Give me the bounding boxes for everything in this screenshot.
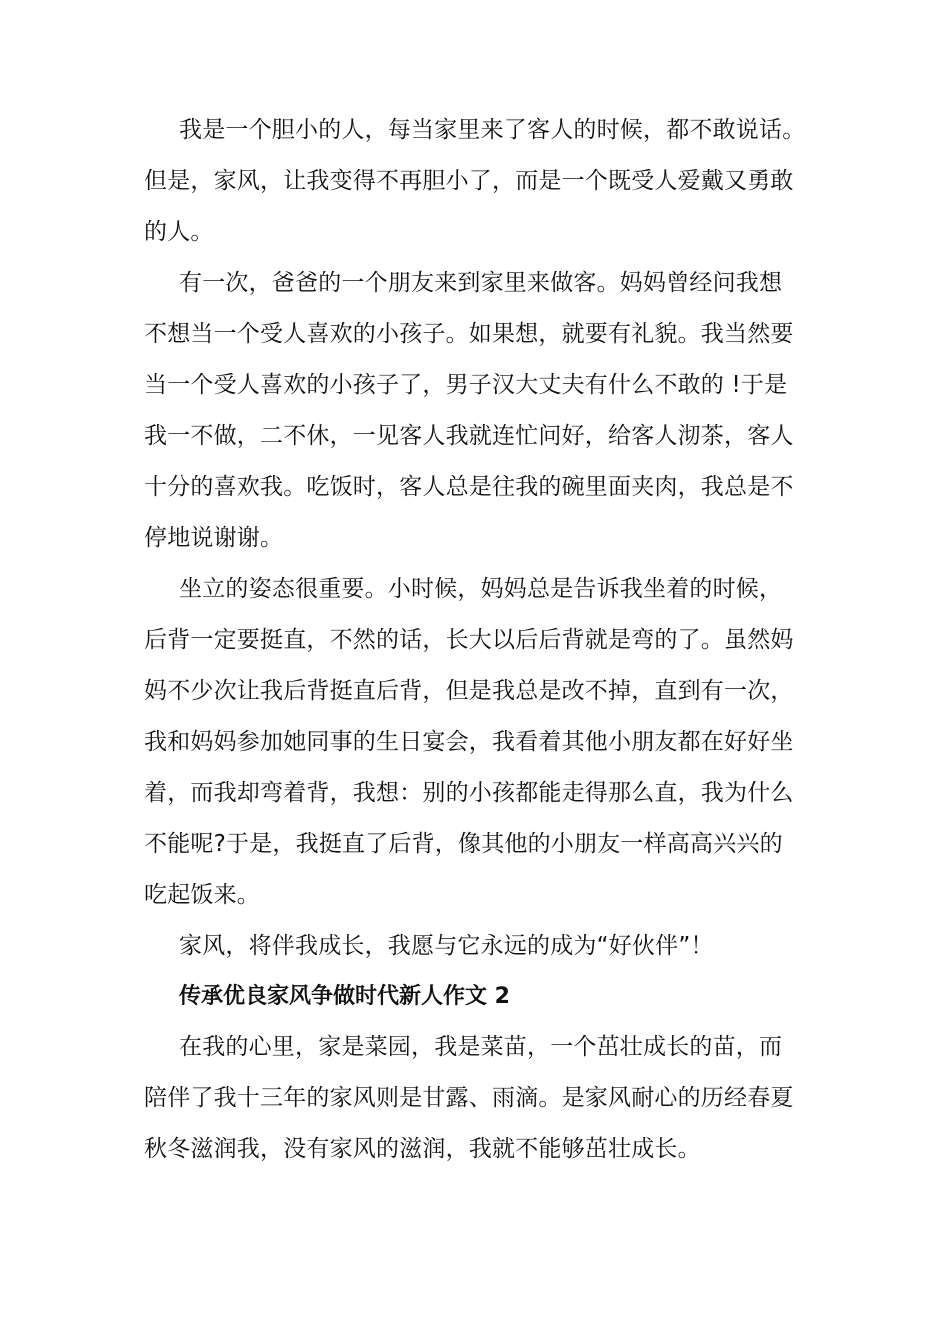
paragraph-4 (144, 921, 812, 971)
paragraph-5 (144, 1022, 812, 1174)
paragraph-line: 家风，将伴我成长，我愿与它永远的成为“好伙伴”！ (179, 933, 714, 959)
document-page (144, 105, 812, 1175)
paragraph-line: 陪伴了我十三年的家风则是甘露、雨滴。是家风耐心的历经春夏 (144, 1085, 794, 1111)
paragraph-line: 不能呢?于是，我挺直了后背，像其他的小朋友一样高高兴兴的 (144, 831, 783, 857)
paragraph-line: 吃起饭来。 (144, 882, 260, 908)
paragraph-line: 秋冬滋润我，没有家风的滋润，我就不能够茁壮成长。 (144, 1136, 701, 1162)
paragraph-line: 妈不少次让我后背挺直后背，但是我总是改不掉，直到有一次， (144, 678, 794, 704)
paragraph-line: 着，而我却弯着背，我想：别的小孩都能走得那么直，我为什么 (144, 780, 794, 806)
paragraph-1 (144, 105, 812, 257)
paragraph-line: 有一次，爸爸的一个朋友来到家里来做客。妈妈曾经问我想 (179, 270, 783, 296)
paragraph-line: 我是一个胆小的人，每当家里来了客人的时候，都不敢说话。 (179, 117, 806, 143)
paragraph-line: 在我的心里，家是菜园，我是菜苗，一个茁壮成长的苗，而 (179, 1034, 783, 1060)
paragraph-line: 不想当一个受人喜欢的小孩子。如果想，就要有礼貌。我当然要 (144, 321, 794, 347)
paragraph-3 (144, 564, 812, 920)
paragraph-line: 的人。 (144, 219, 214, 245)
paragraph-line: 后背一定要挺直，不然的话，长大以后后背就是弯的了。虽然妈 (144, 627, 794, 653)
paragraph-line: 当一个受人喜欢的小孩子了，男子汉大丈夫有什么不敢的 !于是 (144, 372, 788, 398)
paragraph-line: 停地说谢谢。 (144, 525, 284, 551)
paragraph-line: 十分的喜欢我。吃饭时，客人总是往我的碗里面夹肉，我总是不 (144, 474, 794, 500)
paragraph-line: 坐立的姿态很重要。小时候，妈妈总是告诉我坐着的时候， (179, 576, 783, 602)
paragraph-2 (144, 258, 812, 563)
section-heading: 传承优良家风争做时代新人作文 2 (179, 984, 510, 1009)
paragraph-line: 我一不做，二不休，一见客人我就连忙问好，给客人沏茶，客人 (144, 423, 794, 449)
paragraph-line: 我和妈妈参加她同事的生日宴会，我看着其他小朋友都在好好坐 (144, 729, 794, 755)
paragraph-line: 但是，家风，让我变得不再胆小了，而是一个既受人爱戴又勇敢 (144, 168, 794, 194)
